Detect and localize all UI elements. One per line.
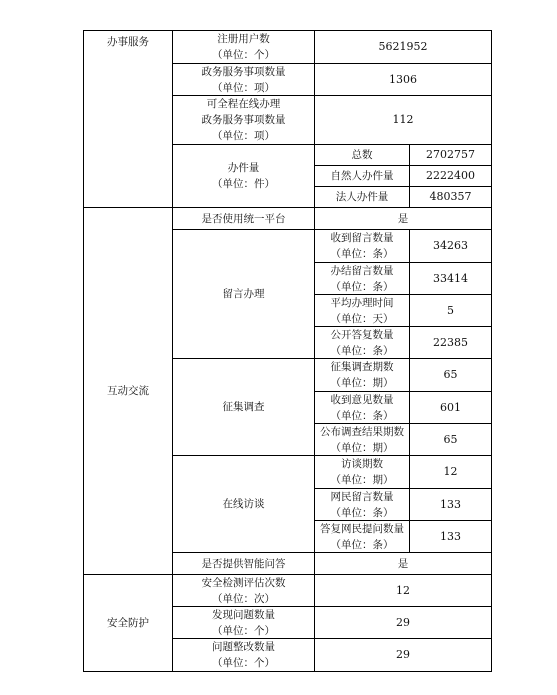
sub-label-messages-closed: 办结留言数量 （单位：条） [330,264,394,293]
row-value-issues-found: 29 [396,615,410,629]
sub-label-netizen-messages: 网民留言数量 （单位：条） [330,490,394,519]
row-label-message-handling: 留言办理 [222,288,265,300]
sub-value-public-replies: 22385 [433,335,468,349]
sub-label-natural-person: 自然人办件量 [330,170,394,182]
sub-value-natural-person: 2222400 [426,169,475,182]
sub-value-questions-answered: 133 [440,529,461,543]
section-title-security: 安全防护 [107,617,149,629]
row-value-registered-users: 5621952 [378,40,428,53]
row-label-registered-users: 注册用户数 （单位：个） [212,33,275,61]
sub-label-public-replies: 公开答复数量 （单位：条） [330,328,394,357]
grid-line-horizontal [83,671,492,672]
row-label-survey: 征集调查 [222,401,265,413]
row-label-online-items: 可全程在线办理 政务服务事项数量 （单位：项） [201,98,286,142]
sub-label-results-published: 公布调查结果期数 （单位：期） [320,425,404,454]
sub-value-survey-periods: 65 [443,368,458,381]
row-label-security-checks: 安全检测评估次数 （单位：次） [201,576,286,605]
sub-value-total: 2702757 [426,148,475,161]
row-label-issues-fixed: 问题整改数量 （单位：个） [212,641,275,669]
sub-label-messages-received: 收到留言数量 （单位：条） [330,232,394,260]
sub-value-results-published: 65 [443,432,458,446]
sub-label-survey-periods: 征集调查期数 （单位：期） [330,361,394,389]
section-title-services: 办事服务 [107,36,149,48]
row-value-service-items: 1306 [389,72,417,86]
sub-value-messages-closed: 33414 [433,271,468,285]
row-value-online-items: 112 [392,113,414,126]
sub-label-questions-answered: 答复网民提问数量 （单位：条） [320,522,404,551]
sub-label-average-time: 平均办理时间 （单位：天） [330,296,394,325]
row-value-smart-qa: 是 [397,557,409,570]
sub-value-messages-received: 34263 [433,239,468,252]
row-label-case-volume: 办件量 （单位：件） [212,162,275,190]
row-label-service-items: 政务服务事项数量 （单位：项） [201,65,286,94]
sub-label-opinions-received: 收到意见数量 （单位：条） [330,393,394,422]
row-label-unified-platform: 是否使用统一平台 [201,212,286,225]
grid-line-vertical [491,30,492,672]
row-value-security-checks: 12 [396,583,410,597]
sub-value-average-time: 5 [447,303,454,317]
sub-value-opinions-received: 601 [440,400,461,414]
sub-label-total: 总数 [351,149,373,161]
row-label-issues-found: 发现问题数量 （单位：个） [212,608,275,637]
row-label-online-interview: 在线访谈 [222,498,265,510]
row-value-issues-fixed: 29 [396,648,410,661]
row-label-smart-qa: 是否提供智能问答 [201,557,286,570]
sub-value-netizen-messages: 133 [440,497,461,511]
section-title-interaction: 互动交流 [107,385,149,397]
sub-value-interview-periods: 12 [443,465,458,478]
sub-label-interview-periods: 访谈期数 （单位：期） [330,458,394,486]
sub-value-legal-person: 480357 [429,190,472,203]
sub-label-legal-person: 法人办件量 [335,191,389,203]
row-value-unified-platform: 是 [397,212,409,225]
